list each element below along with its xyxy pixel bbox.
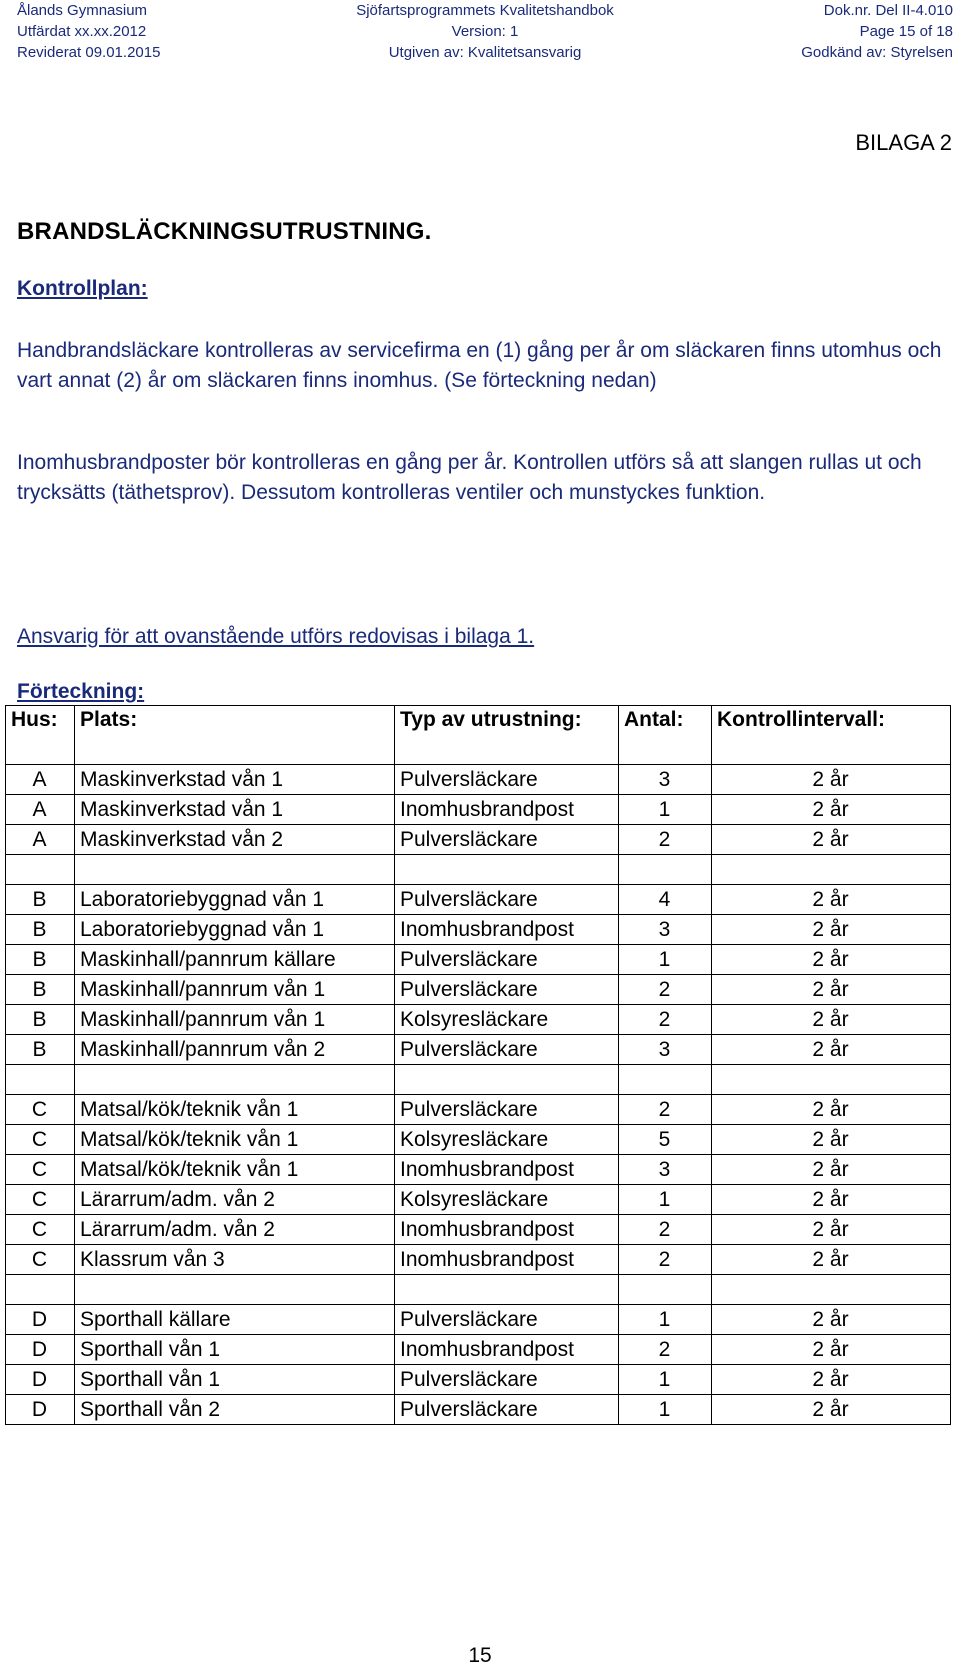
column-header-count: Antal: xyxy=(619,706,712,765)
table-row xyxy=(6,885,951,915)
cell-interval xyxy=(712,1065,951,1095)
cell-building: B xyxy=(6,1035,75,1065)
table-header-row xyxy=(6,706,951,765)
table-row xyxy=(6,1035,951,1065)
table-row-spacer xyxy=(6,1275,951,1305)
cell-count: 3 xyxy=(619,915,712,945)
cell-interval: 2 år xyxy=(712,885,951,915)
cell-count: 1 xyxy=(619,1395,712,1425)
cell-interval: 2 år xyxy=(712,1005,951,1035)
table-body xyxy=(6,765,951,1425)
cell-equipment: Inomhusbrandpost xyxy=(395,1155,619,1185)
cell-count: 2 xyxy=(619,1245,712,1275)
table-row xyxy=(6,1095,951,1125)
cell-count: 3 xyxy=(619,1155,712,1185)
table-row xyxy=(6,1185,951,1215)
cell-interval: 2 år xyxy=(712,1215,951,1245)
cell-interval: 2 år xyxy=(712,1095,951,1125)
cell-building: D xyxy=(6,1365,75,1395)
cell-location: Maskinhall/pannrum källare xyxy=(75,945,395,975)
cell-building: A xyxy=(6,795,75,825)
cell-building: C xyxy=(6,1245,75,1275)
header-issued-by: Utgiven av: Kvalitetsansvarig xyxy=(388,44,582,61)
cell-location: Matsal/kök/teknik vån 1 xyxy=(75,1155,395,1185)
cell-location: Sporthall vån 2 xyxy=(75,1395,395,1425)
column-header-equipment: Typ av utrustning: xyxy=(395,706,619,765)
header-approved-by: Godkänd av: Styrelsen xyxy=(801,44,953,61)
cell-location: Maskinverkstad vån 1 xyxy=(75,795,395,825)
cell-building: A xyxy=(6,765,75,795)
cell-equipment: Kolsyresläckare xyxy=(395,1125,619,1155)
table-row xyxy=(6,975,951,1005)
header-row-2 xyxy=(17,21,953,42)
table-row-spacer xyxy=(6,1065,951,1095)
cell-building: B xyxy=(6,1005,75,1035)
column-header-location: Plats: xyxy=(75,706,395,765)
cell-interval: 2 år xyxy=(712,825,951,855)
cell-equipment: Pulversläckare xyxy=(395,1095,619,1125)
cell-building: C xyxy=(6,1155,75,1185)
table-row xyxy=(6,1365,951,1395)
cell-location: Maskinhall/pannrum vån 1 xyxy=(75,975,395,1005)
table-row xyxy=(6,1155,951,1185)
cell-equipment: Pulversläckare xyxy=(395,765,619,795)
cell-count: 2 xyxy=(619,825,712,855)
cell-equipment: Pulversläckare xyxy=(395,945,619,975)
cell-count: 1 xyxy=(619,795,712,825)
cell-count: 3 xyxy=(619,1035,712,1065)
cell-building: C xyxy=(6,1095,75,1125)
header-handbook: Sjöfartsprogrammets Kvalitetshandbok xyxy=(356,2,614,19)
cell-equipment: Inomhusbrandpost xyxy=(395,1215,619,1245)
cell-location xyxy=(75,855,395,885)
table-row xyxy=(6,795,951,825)
cell-interval: 2 år xyxy=(712,1335,951,1365)
cell-building: D xyxy=(6,1395,75,1425)
cell-location: Maskinhall/pannrum vån 1 xyxy=(75,1005,395,1035)
cell-equipment: Pulversläckare xyxy=(395,1395,619,1425)
cell-count: 1 xyxy=(619,1185,712,1215)
cell-interval xyxy=(712,855,951,885)
cell-count xyxy=(619,1065,712,1095)
cell-equipment: Inomhusbrandpost xyxy=(395,1245,619,1275)
cell-equipment: Inomhusbrandpost xyxy=(395,795,619,825)
cell-count: 2 xyxy=(619,1005,712,1035)
cell-location: Sporthall vån 1 xyxy=(75,1365,395,1395)
cell-location: Lärarrum/adm. vån 2 xyxy=(75,1185,395,1215)
cell-interval: 2 år xyxy=(712,1365,951,1395)
cell-equipment: Inomhusbrandpost xyxy=(395,1335,619,1365)
cell-location: Sporthall källare xyxy=(75,1305,395,1335)
header-page: Page 15 of 18 xyxy=(859,23,953,40)
cell-building: D xyxy=(6,1305,75,1335)
table-row xyxy=(6,1395,951,1425)
cell-building xyxy=(6,855,75,885)
cell-equipment: Kolsyresläckare xyxy=(395,1005,619,1035)
cell-count: 1 xyxy=(619,1365,712,1395)
table-row xyxy=(6,945,951,975)
paragraph-responsible: Ansvarig för att ovanstående utförs redovisas i bilaga 1. xyxy=(17,625,535,648)
table-row-spacer xyxy=(6,855,951,885)
cell-interval: 2 år xyxy=(712,945,951,975)
document-title: BRANDSLÄCKNINGSUTRUSTNING. xyxy=(17,218,432,245)
cell-equipment xyxy=(395,1065,619,1095)
cell-count: 2 xyxy=(619,1335,712,1365)
cell-interval: 2 år xyxy=(712,915,951,945)
appendix-label: BILAGA 2 xyxy=(855,130,952,155)
cell-location xyxy=(75,1275,395,1305)
cell-location: Matsal/kök/teknik vån 1 xyxy=(75,1095,395,1125)
cell-building: D xyxy=(6,1335,75,1365)
cell-equipment: Pulversläckare xyxy=(395,1035,619,1065)
page-number: 15 xyxy=(468,1644,492,1667)
cell-count: 2 xyxy=(619,1215,712,1245)
header-issued: Utfärdat xx.xx.2012 xyxy=(17,23,147,40)
table-row xyxy=(6,1305,951,1335)
cell-count: 2 xyxy=(619,975,712,1005)
cell-location xyxy=(75,1065,395,1095)
cell-building: B xyxy=(6,885,75,915)
cell-building: B xyxy=(6,915,75,945)
cell-interval: 2 år xyxy=(712,765,951,795)
cell-interval: 2 år xyxy=(712,975,951,1005)
inventory-title: Förteckning: xyxy=(17,680,145,703)
cell-building: A xyxy=(6,825,75,855)
cell-interval: 2 år xyxy=(712,1155,951,1185)
cell-count: 1 xyxy=(619,945,712,975)
cell-count: 5 xyxy=(619,1125,712,1155)
cell-building: B xyxy=(6,945,75,975)
cell-interval: 2 år xyxy=(712,795,951,825)
cell-count: 2 xyxy=(619,1095,712,1125)
cell-count: 4 xyxy=(619,885,712,915)
page-header xyxy=(17,0,953,63)
cell-interval: 2 år xyxy=(712,1185,951,1215)
header-docnr: Dok.nr. Del II-4.010 xyxy=(823,2,953,19)
cell-building: C xyxy=(6,1215,75,1245)
cell-count: 1 xyxy=(619,1305,712,1335)
cell-location: Maskinverkstad vån 1 xyxy=(75,765,395,795)
table-row xyxy=(6,825,951,855)
cell-location: Matsal/kök/teknik vån 1 xyxy=(75,1125,395,1155)
table-row xyxy=(6,1245,951,1275)
cell-interval xyxy=(712,1275,951,1305)
cell-building xyxy=(6,1275,75,1305)
table-row xyxy=(6,1215,951,1245)
cell-interval: 2 år xyxy=(712,1125,951,1155)
section-title: Kontrollplan: xyxy=(17,277,148,300)
cell-interval: 2 år xyxy=(712,1035,951,1065)
table-row xyxy=(6,765,951,795)
cell-building: B xyxy=(6,975,75,1005)
cell-building: C xyxy=(6,1125,75,1155)
cell-interval: 2 år xyxy=(712,1245,951,1275)
cell-interval: 2 år xyxy=(712,1305,951,1335)
cell-building xyxy=(6,1065,75,1095)
header-version: Version: 1 xyxy=(451,23,519,40)
cell-equipment: Pulversläckare xyxy=(395,1365,619,1395)
table-row xyxy=(6,915,951,945)
cell-location: Klassrum vån 3 xyxy=(75,1245,395,1275)
cell-location: Maskinhall/pannrum vån 2 xyxy=(75,1035,395,1065)
cell-count: 3 xyxy=(619,765,712,795)
cell-equipment xyxy=(395,1275,619,1305)
cell-building: C xyxy=(6,1185,75,1215)
cell-count xyxy=(619,855,712,885)
column-header-interval: Kontrollintervall: xyxy=(712,706,951,765)
cell-equipment: Kolsyresläckare xyxy=(395,1185,619,1215)
inventory-table xyxy=(5,705,951,1425)
cell-location: Laboratoriebyggnad vån 1 xyxy=(75,915,395,945)
cell-equipment: Pulversläckare xyxy=(395,885,619,915)
column-header-building: Hus: xyxy=(6,706,75,765)
paragraph-hydrants: Inomhusbrandposter bör kontrolleras en gång per år. Kontrollen utförs så att slangen rullas ut och trycksätts (täthetsprov). Dessutom kontrolleras ventiler och munstyckes funktion. xyxy=(17,451,922,504)
table-row xyxy=(6,1335,951,1365)
cell-equipment: Pulversläckare xyxy=(395,1305,619,1335)
cell-interval: 2 år xyxy=(712,1395,951,1425)
cell-location: Laboratoriebyggnad vån 1 xyxy=(75,885,395,915)
cell-equipment: Inomhusbrandpost xyxy=(395,915,619,945)
cell-count xyxy=(619,1275,712,1305)
cell-location: Sporthall vån 1 xyxy=(75,1335,395,1365)
header-revised: Reviderat 09.01.2015 xyxy=(17,44,161,61)
cell-equipment xyxy=(395,855,619,885)
cell-equipment: Pulversläckare xyxy=(395,975,619,1005)
header-row-3 xyxy=(17,42,953,63)
header-school: Ålands Gymnasium xyxy=(17,2,148,19)
paragraph-extinguishers: Handbrandsläckare kontrolleras av servicefirma en (1) gång per år om släckaren finns utomhus och vart annat (2) år om släckaren finns inomhus. (Se förteckning nedan) xyxy=(17,339,942,392)
cell-location: Lärarrum/adm. vån 2 xyxy=(75,1215,395,1245)
cell-location: Maskinverkstad vån 2 xyxy=(75,825,395,855)
table-row xyxy=(6,1005,951,1035)
header-row-1 xyxy=(17,0,953,21)
table-row xyxy=(6,1125,951,1155)
cell-equipment: Pulversläckare xyxy=(395,825,619,855)
